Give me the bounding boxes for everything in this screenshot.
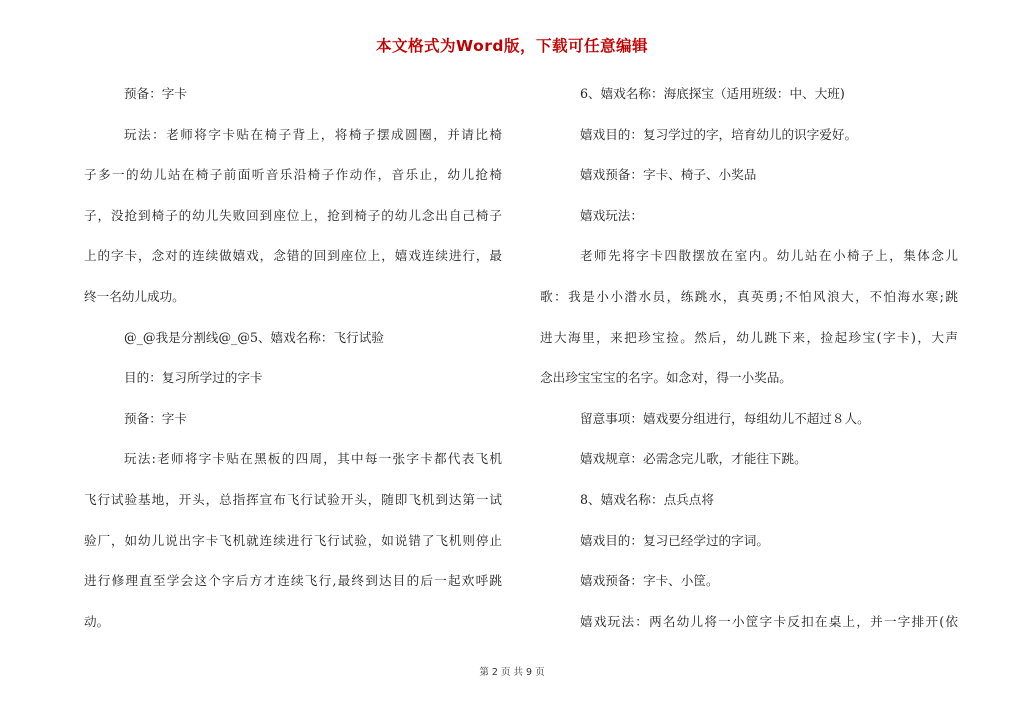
text-line: 嬉戏目的：复习学过的字，培育幼儿的识字爱好。 bbox=[580, 126, 858, 142]
text-line: 6、嬉戏名称：海底探宝（适用班级：中、大班) bbox=[580, 86, 845, 101]
right-column bbox=[540, 80, 958, 648]
text-line: 验厂，如幼儿说出字卡飞机就连续进行飞行试验，如说错了飞机则停止 bbox=[84, 532, 502, 548]
text-line: 进大海里，来把珍宝捡。然后，幼儿跳下来，捡起珍宝(字卡)，大声 bbox=[540, 329, 958, 345]
document-header: 本文格式为Word版，下载可任意编辑 bbox=[376, 37, 648, 55]
text-line: 终一名幼儿成功。 bbox=[84, 288, 185, 304]
text-line: 子，没抢到椅子的幼儿失败回到座位上，抢到椅子的幼儿念出自己椅子 bbox=[84, 207, 502, 223]
text-line: 预备：字卡 bbox=[124, 86, 187, 101]
text-line: 玩法：老师将字卡贴在椅子背上，将椅子摆成圆圈，并请比椅 bbox=[124, 126, 502, 142]
text-line: 嬉戏预备：字卡、小筐。 bbox=[580, 573, 719, 589]
text-line: 上的字卡，念对的连续做嬉戏，念错的回到座位上，嬉戏连续进行，最 bbox=[84, 248, 502, 264]
text-line: 嬉戏预备：字卡、椅子、小奖品 bbox=[580, 167, 757, 183]
text-line: 歌：我是小小潜水员，练跳水，真英勇;不怕风浪大，不怕海水寒;跳 bbox=[540, 288, 958, 304]
text-line: 动。 bbox=[84, 613, 110, 629]
text-line: 嬉戏玩法：两名幼儿将一小筐字卡反扣在桌上，并一字排开(依 bbox=[580, 613, 958, 629]
page-number: 第 2 页 共 9 页 bbox=[479, 667, 545, 678]
text-line: 念出珍宝宝宝的名字。如念对，得一小奖品。 bbox=[540, 370, 792, 386]
text-line: 8、嬉戏名称：点兵点将 bbox=[580, 491, 714, 507]
text-line: 子多一的幼儿站在椅子前面听音乐沿椅子作动作，音乐止，幼儿抢椅 bbox=[84, 167, 502, 183]
text-line: 目的：复习所学过的字卡 bbox=[124, 370, 263, 386]
text-line: 嬉戏规章：必需念完儿歌，才能往下跳。 bbox=[580, 451, 807, 467]
text-line: 嬉戏目的：复习已经学过的字词。 bbox=[580, 532, 769, 548]
text-line: 飞行试验基地，开头，总指挥宣布飞行试验开头，随即飞机到达第一试 bbox=[84, 491, 502, 507]
text-line: 留意事项：嬉戏要分组进行，每组幼儿不超过８人。 bbox=[580, 410, 870, 426]
text-line: 玩法:老师将字卡贴在黑板的四周，其中每一张字卡都代表飞机 bbox=[124, 451, 502, 467]
text-line: 进行修理直至学会这个字后方才连续飞行,最终到达目的后一起欢呼跳 bbox=[84, 573, 502, 589]
text-line: @_@我是分割线@_@5、嬉戏名称：飞行试验 bbox=[124, 329, 384, 345]
text-line: 嬉戏玩法： bbox=[580, 207, 643, 223]
text-line: 老师先将字卡四散摆放在室内。幼儿站在小椅子上，集体念儿 bbox=[580, 248, 958, 264]
left-column bbox=[84, 80, 502, 648]
text-line: 预备：字卡 bbox=[124, 410, 187, 426]
